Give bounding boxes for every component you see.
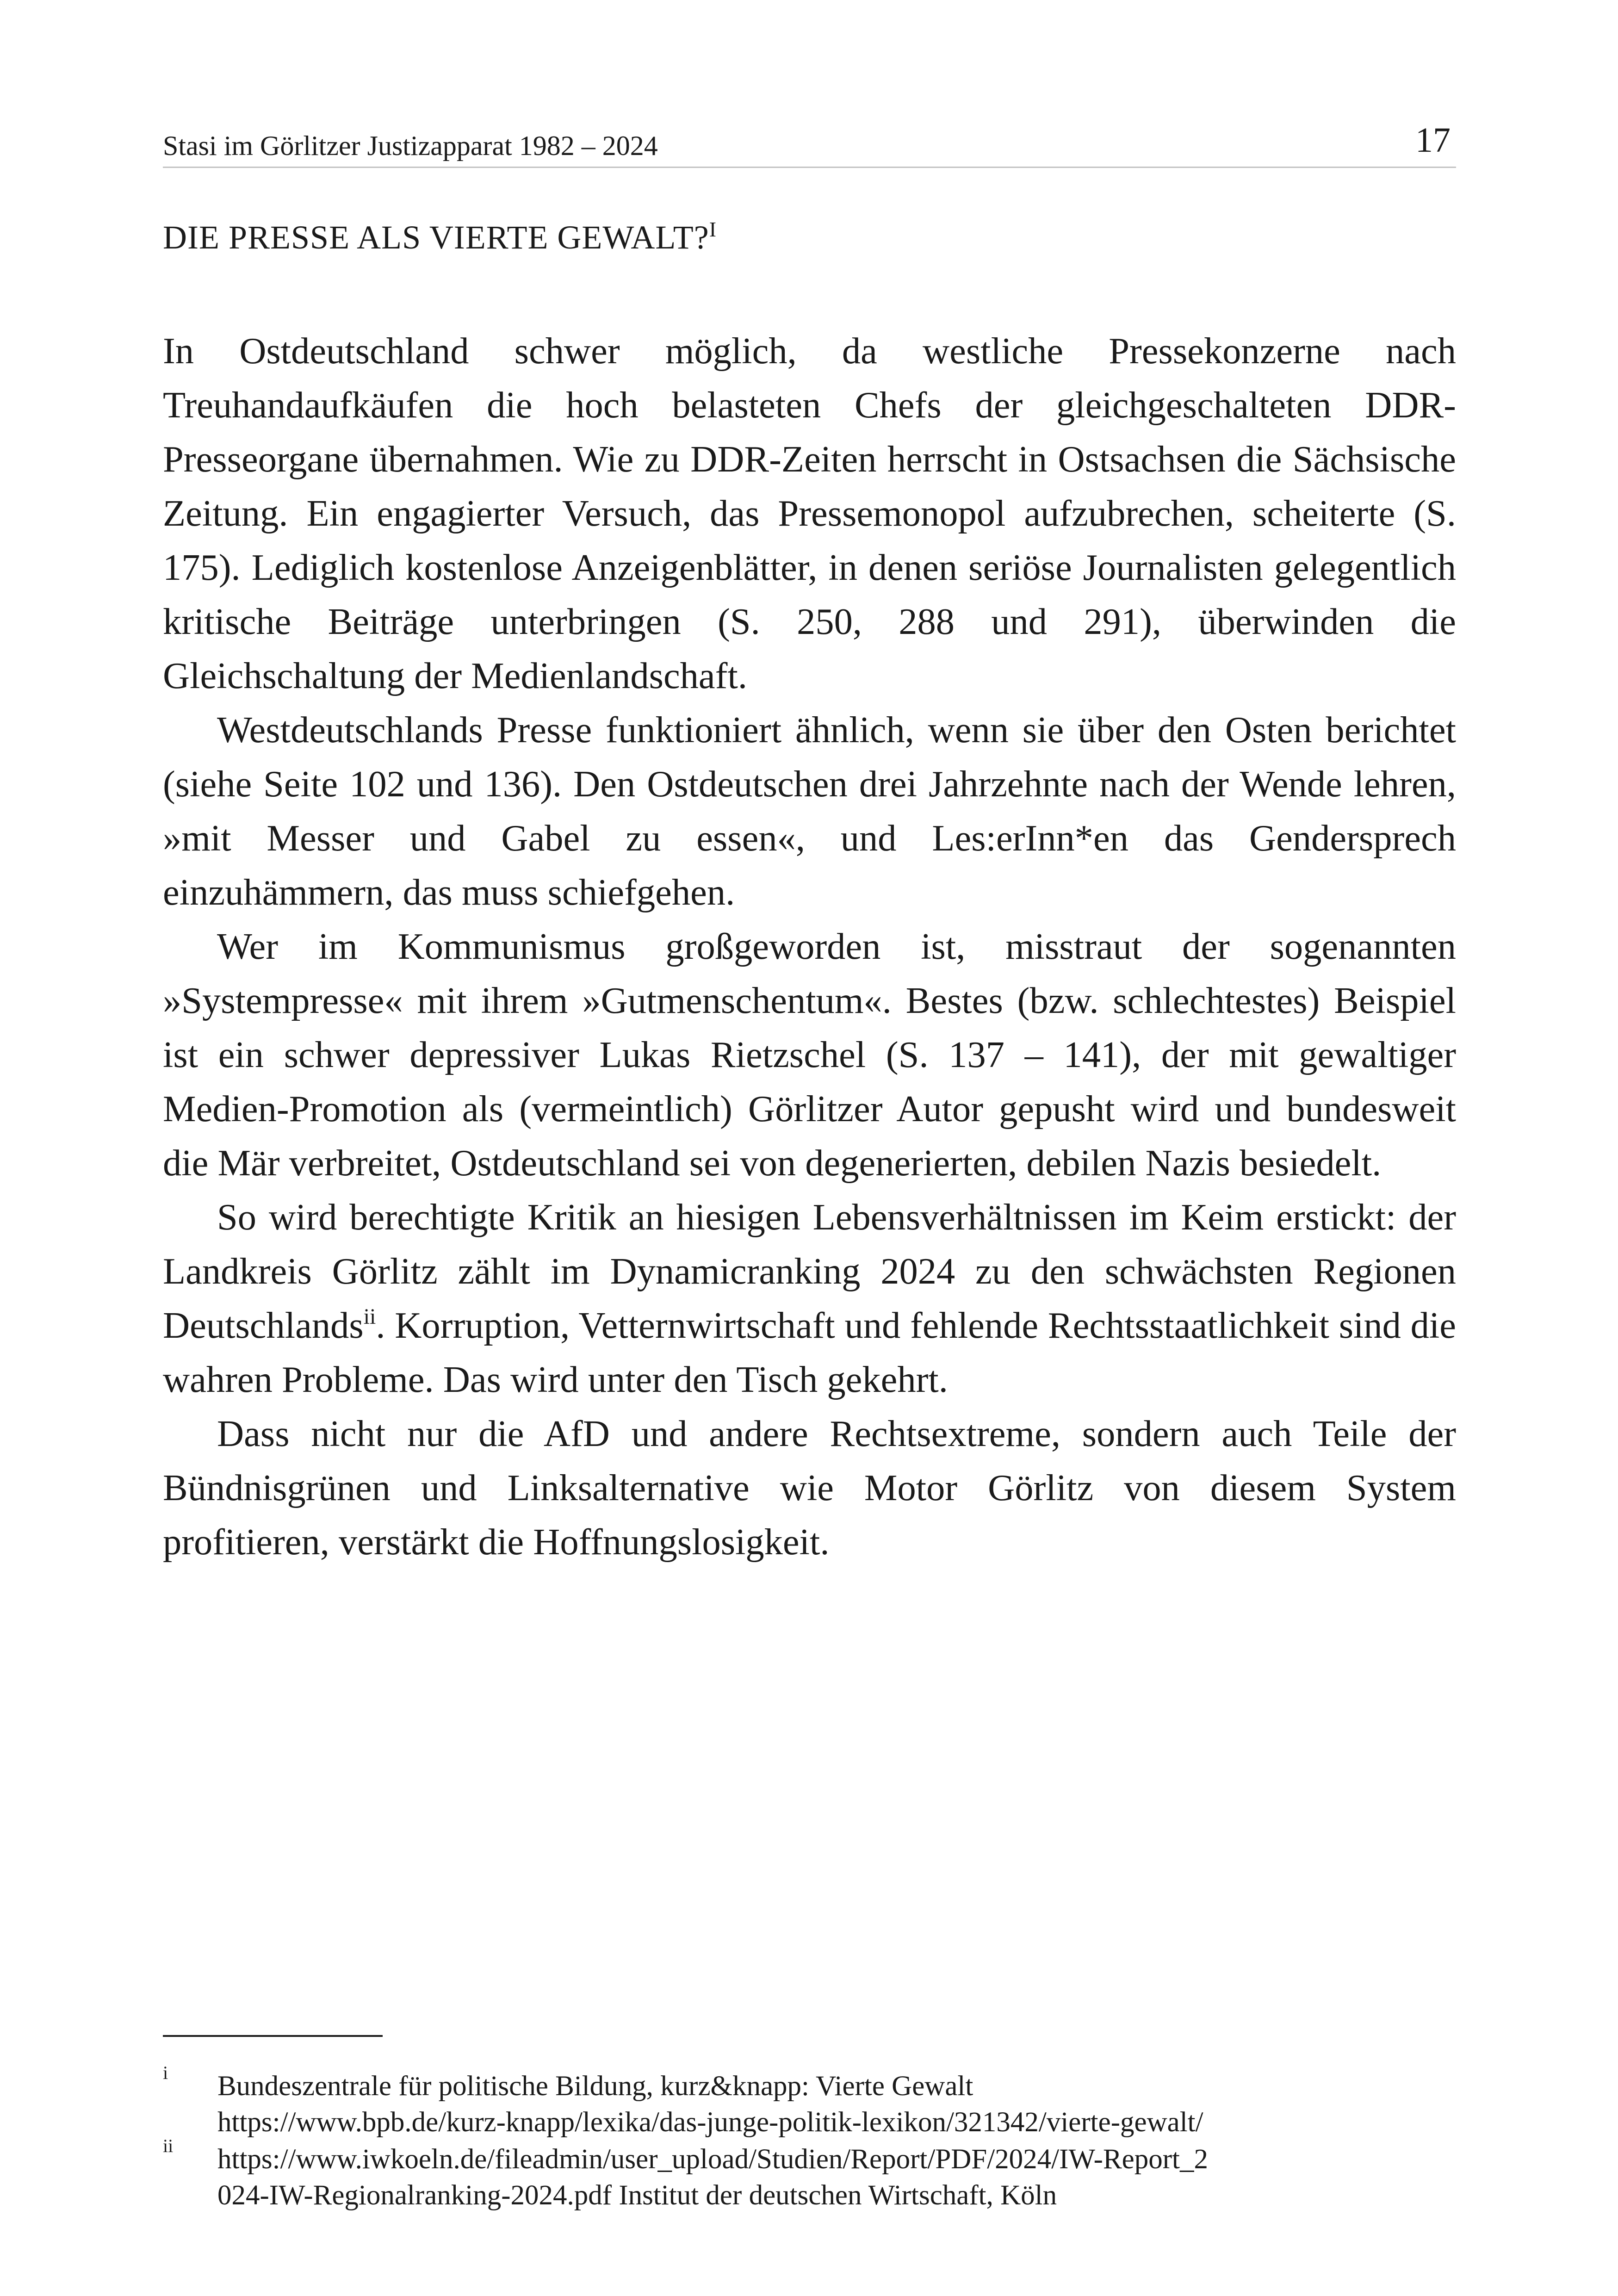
paragraph-4-text-after: . Korruption, Vetternwirtschaft und fehlende Rechtsstaatlichkeit sind die wahren Probleme. Das wird unter den Tisch gekehrt. [163, 1305, 1456, 1400]
footnote-text [217, 2068, 1456, 2141]
section-heading-text: DIE PRESSE ALS VIERTE GEWALT? [163, 219, 709, 256]
footnote-2 [163, 2135, 1456, 2214]
footnote-marker: ii [163, 2135, 174, 2156]
page-number: 17 [1415, 121, 1451, 160]
footnote-text [217, 2141, 1456, 2214]
running-header [163, 104, 1456, 160]
footnote-link[interactable]: https://www.bpb.de/kurz-knapp/lexika/das-junge-politik-lexikon/321342/vierte-gewalt/ [217, 2107, 1203, 2138]
footnotes [163, 2062, 1456, 2215]
heading-footnote-ref: I [709, 217, 717, 241]
running-header-title: Stasi im Görlitzer Justizapparat 1982 – 2024 [163, 130, 658, 161]
paragraph-4-footnote-ref: ii [363, 1304, 376, 1329]
body-text [163, 324, 1456, 1569]
paragraph-1: In Ostdeutschland schwer möglich, da westliche Pressekonzerne nach Treuhandaufkäufen die hoch belasteten Chefs der gleichgeschalteten DDR-Presseorgane übernahmen. Wie zu DDR-Zeiten herrscht in Ostsachsen die Sächsische Zeitung. Ein engagierter Versuch, das Pressemonopol aufzubrechen, scheiterte (S. 175). Lediglich kostenlose Anzeigenblätter, in denen seriöse Journalisten gelegentlich kritische Beiträge unterbringen (S. 250, 288 und 291), überwinden die Gleichschaltung der Medienlandschaft. [163, 330, 1456, 696]
section-heading [163, 217, 717, 257]
paragraph-5: Dass nicht nur die AfD und andere Rechtsextreme, sondern auch Teile der Bündnisgrünen und Linksalternative wie Motor Görlitz von diesem System profitieren, verstärkt die Hoffnungslosigkeit. [163, 1413, 1456, 1563]
footnote-divider [163, 2035, 383, 2037]
paragraph-2: Westdeutschlands Presse funktioniert ähnlich, wenn sie über den Osten berichtet (siehe Seite 102 und 136). Den Ostdeutschen drei Jahrzehnte nach der Wende lehren, »mit Messer und Gabel zu essen«, und Les:erInn*en das Gendersprech einzuhämmern, das muss schiefgehen. [163, 709, 1456, 913]
paragraph-4 [163, 1190, 1456, 1407]
footnote-1 [163, 2062, 1456, 2141]
footnote-line: 024-IW-Regionalranking-2024.pdf Institut der deutschen Wirtschaft, Köln [217, 2180, 1057, 2211]
footnote-link[interactable]: https://www.iwkoeln.de/fileadmin/user_upload/Studien/Report/PDF/2024/IW-Report_2 [217, 2144, 1208, 2175]
header-divider [163, 167, 1456, 168]
paragraph-3: Wer im Kommunismus großgeworden ist, misstraut der sogenannten »Systempresse« mit ihrem »Gutmenschentum«. Bestes (bzw. schlechtestes) Beispiel ist ein schwer depressiver Lukas Rietzschel (S. 137 – 141), der mit gewaltiger Medien-Promotion als (vermeintlich) Görlitzer Autor gepusht wird und bundesweit die Mär verbreitet, Ostdeutschland sei von degenerierten, debilen Nazis besiedelt. [163, 926, 1456, 1184]
footnote-line: Bundeszentrale für politische Bildung, kurz&knapp: Vierte Gewalt [217, 2071, 973, 2102]
paragraph-4-text-before: So wird berechtigte Kritik an hiesigen Lebensverhältnissen im Keim erstickt: der Landkreis Görlitz zählt im Dynamicranking 2024 zu den schwächsten Regionen Deutschlands [163, 1197, 1456, 1346]
footnote-marker: i [163, 2062, 168, 2083]
